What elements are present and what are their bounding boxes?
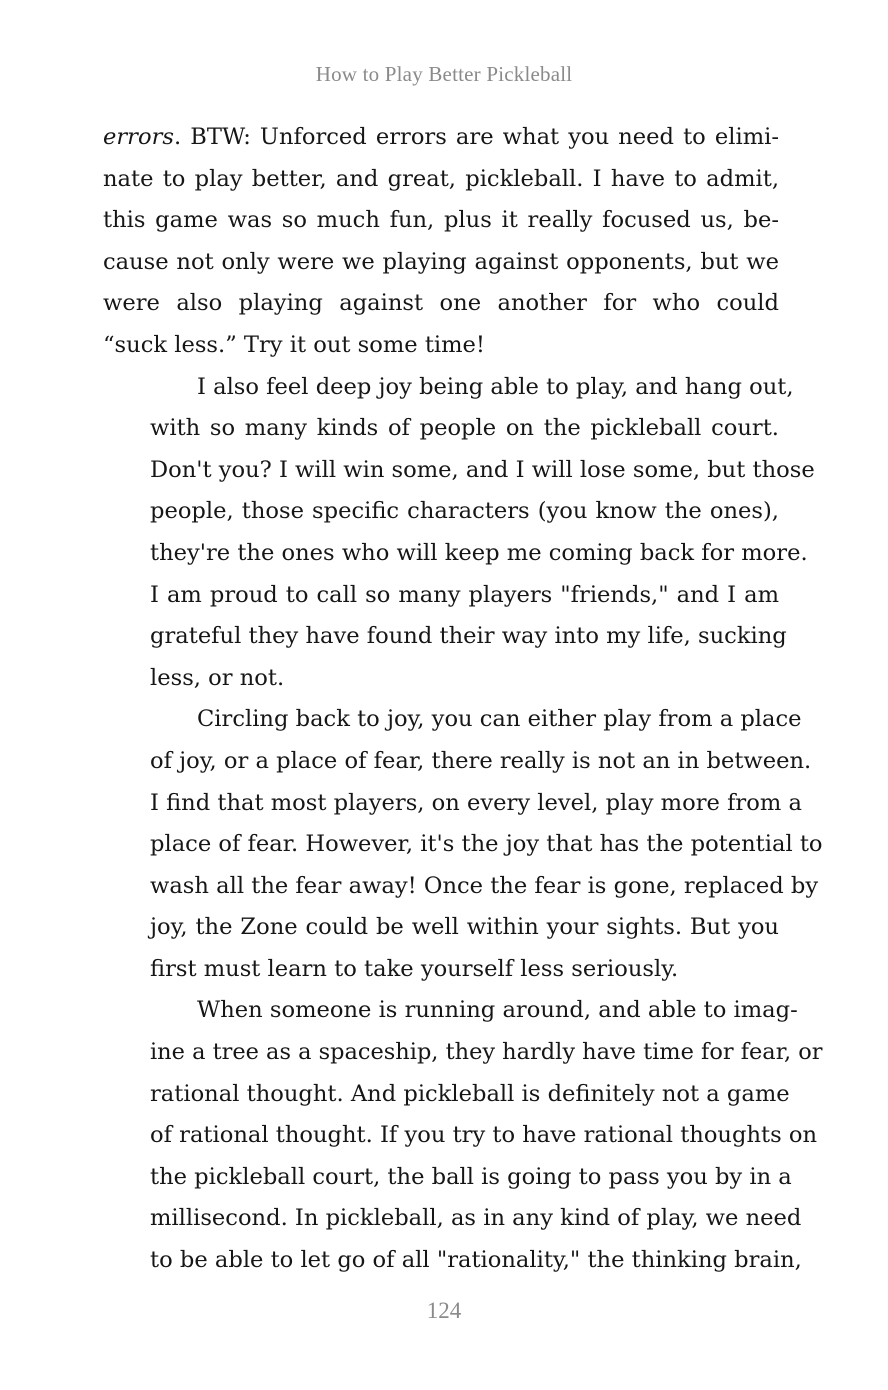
text-line: Circling back to joy, you can either play from a place <box>197 706 802 733</box>
text-line: rational thought. And pickleball is definitely not a game <box>150 1080 790 1107</box>
text-line: I also feel deep joy being able to play, and hang out, <box>197 373 794 400</box>
text-line: people, those specific characters (you know the ones), <box>150 498 779 525</box>
text-line: nate to play better, and great, pickleball. I have to admit, <box>103 165 779 192</box>
text-line: I am proud to call so many players "friends," and I am <box>150 581 779 608</box>
text-line: to be able to let go of all "rationality," the thinking brain, <box>150 1247 802 1274</box>
paragraph-3 <box>103 699 823 990</box>
text-line: of rational thought. If you try to have rational thoughts on <box>150 1122 818 1149</box>
page-number: 124 <box>426 1298 462 1323</box>
text-line: the pickleball court, the ball is going to pass you by in a <box>150 1163 792 1190</box>
running-head: How to Play Better Pickleball <box>315 62 573 86</box>
text-line: this game was so much fun, plus it really focused us, be- <box>103 207 779 234</box>
text-line: joy, the Zone could be well within your sights. But you <box>150 914 779 941</box>
text-line: I find that most players, on every level, play more from a <box>150 789 802 816</box>
text-line: millisecond. In pickleball, as in any kind of play, we need <box>150 1205 802 1232</box>
text-line: ine a tree as a spaceship, they hardly have time for fear, or <box>150 1039 823 1066</box>
text-line: Don't you? I will win some, and I will lose some, but those <box>150 456 815 483</box>
text-line: “suck less.” Try it out some time! <box>103 331 485 358</box>
text-line: place of fear. However, it's the joy that has the potential to <box>150 831 823 858</box>
text-line: less, or not. <box>150 664 285 691</box>
paragraph-4 <box>103 990 823 1281</box>
text-line: When someone is running around, and able to imag- <box>197 997 798 1024</box>
text-line: cause not only were we playing against opponents, but we <box>103 248 779 275</box>
emphasized-word: errors <box>103 124 174 150</box>
text-line: errors. BTW: Unforced errors are what you need to elimi- <box>103 124 779 150</box>
text-line: of joy, or a place of fear, there really is not an in between. <box>150 747 812 774</box>
text-line: grateful they have found their way into my life, sucking <box>150 623 787 650</box>
text-line: first must learn to take yourself less seriously. <box>150 955 679 982</box>
paragraph-2 <box>103 367 815 700</box>
body-text <box>103 117 823 1282</box>
text-line: with so many kinds of people on the pickleball court. <box>150 415 779 442</box>
paragraph-1 <box>103 117 779 367</box>
text-line: were also playing against one another for who could <box>103 290 779 317</box>
text-line: wash all the fear away! Once the fear is gone, replaced by <box>150 872 819 899</box>
text-line: they're the ones who will keep me coming back for more. <box>150 539 808 566</box>
